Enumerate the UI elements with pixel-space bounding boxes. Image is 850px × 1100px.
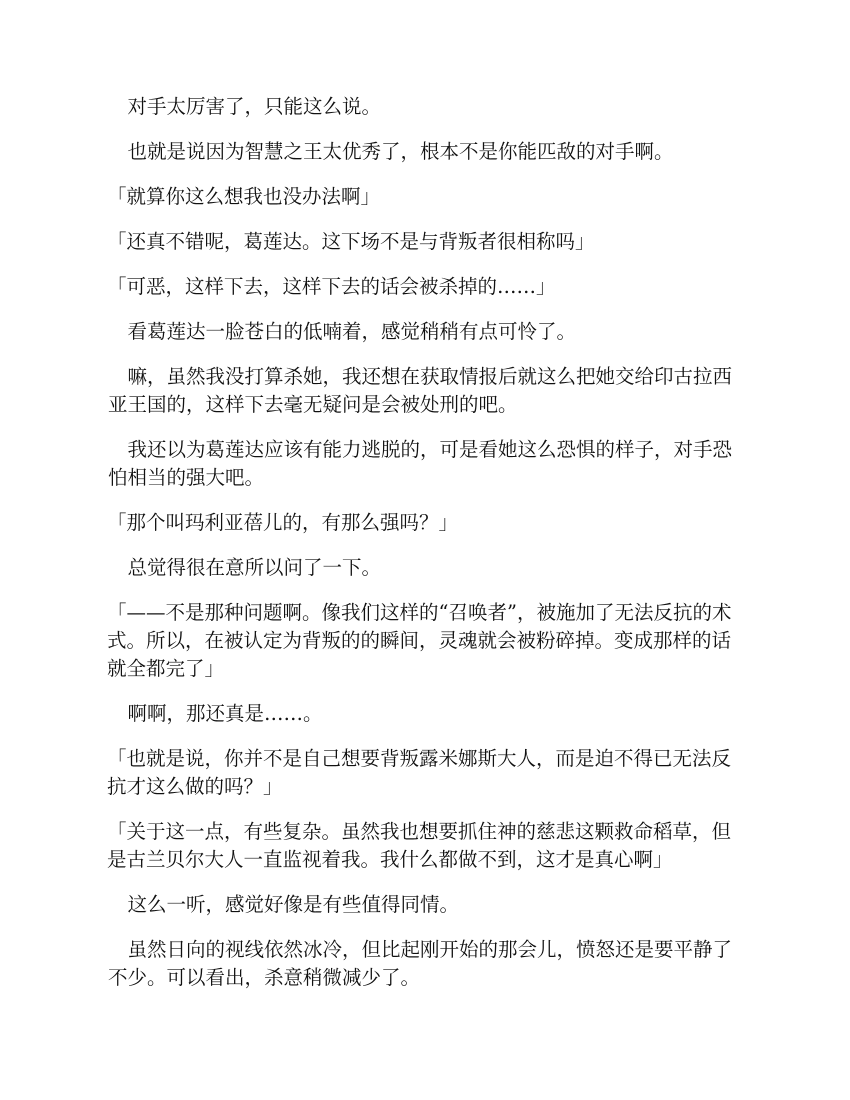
paragraph: 对手太厉害了，只能这么说。 bbox=[127, 95, 382, 118]
dialogue-line: 「——不是那种问题啊。像我们这样的“召唤者”，被施加了无法反抗的术式。所以，在被认定为背叛的的瞬间，灵魂就会被粉碎掉。变成那样的话就全都完了」 bbox=[107, 601, 732, 680]
paragraph: 啊啊，那还真是……。 bbox=[127, 702, 323, 725]
dialogue-line: 「那个叫玛利亚蓓儿的，有那么强吗？」 bbox=[107, 511, 459, 534]
paragraph: 我还以为葛莲达应该有能力逃脱的，可是看她这么恐惧的样子，对手恐怕相当的强大吧。 bbox=[108, 438, 733, 489]
dialogue-line: 「就算你这么想我也没办法啊」 bbox=[107, 185, 381, 208]
dialogue-line: 「也就是说，你并不是自己想要背叛露米娜斯大人，而是迫不得已无法反抗才这么做的吗？」 bbox=[107, 747, 732, 798]
paragraph: 这么一听，感觉好像是有些值得同情。 bbox=[127, 893, 460, 916]
paragraph: 也就是说因为智慧之王太优秀了，根本不是你能匹敌的对手啊。 bbox=[127, 140, 674, 163]
paragraph: 虽然日向的视线依然冰冷，但比起刚开始的那会儿，愤怒还是要平静了不少。可以看出，杀意稍微减少了。 bbox=[108, 938, 733, 989]
dialogue-line: 「还真不错呢，葛莲达。这下场不是与背叛者很相称吗」 bbox=[107, 230, 595, 253]
paragraph: 总觉得很在意所以问了一下。 bbox=[127, 556, 382, 579]
paragraph: 嘛，虽然我没打算杀她，我还想在获取情报后就这么把她交给印古拉西亚王国的，这样下去毫无疑问是会被处刑的吧。 bbox=[108, 365, 733, 416]
dialogue-line: 「关于这一点，有些复杂。虽然我也想要抓住神的慈悲这颗救命稻草，但是古兰贝尔大人一直监视着我。我什么都做不到，这才是真心啊」 bbox=[107, 820, 732, 871]
document-page bbox=[108, 93, 748, 1009]
paragraph: 看葛莲达一脸苍白的低喃着，感觉稍稍有点可怜了。 bbox=[127, 320, 577, 343]
dialogue-line: 「可恶，这样下去，这样下去的话会被杀掉的……」 bbox=[107, 275, 556, 298]
